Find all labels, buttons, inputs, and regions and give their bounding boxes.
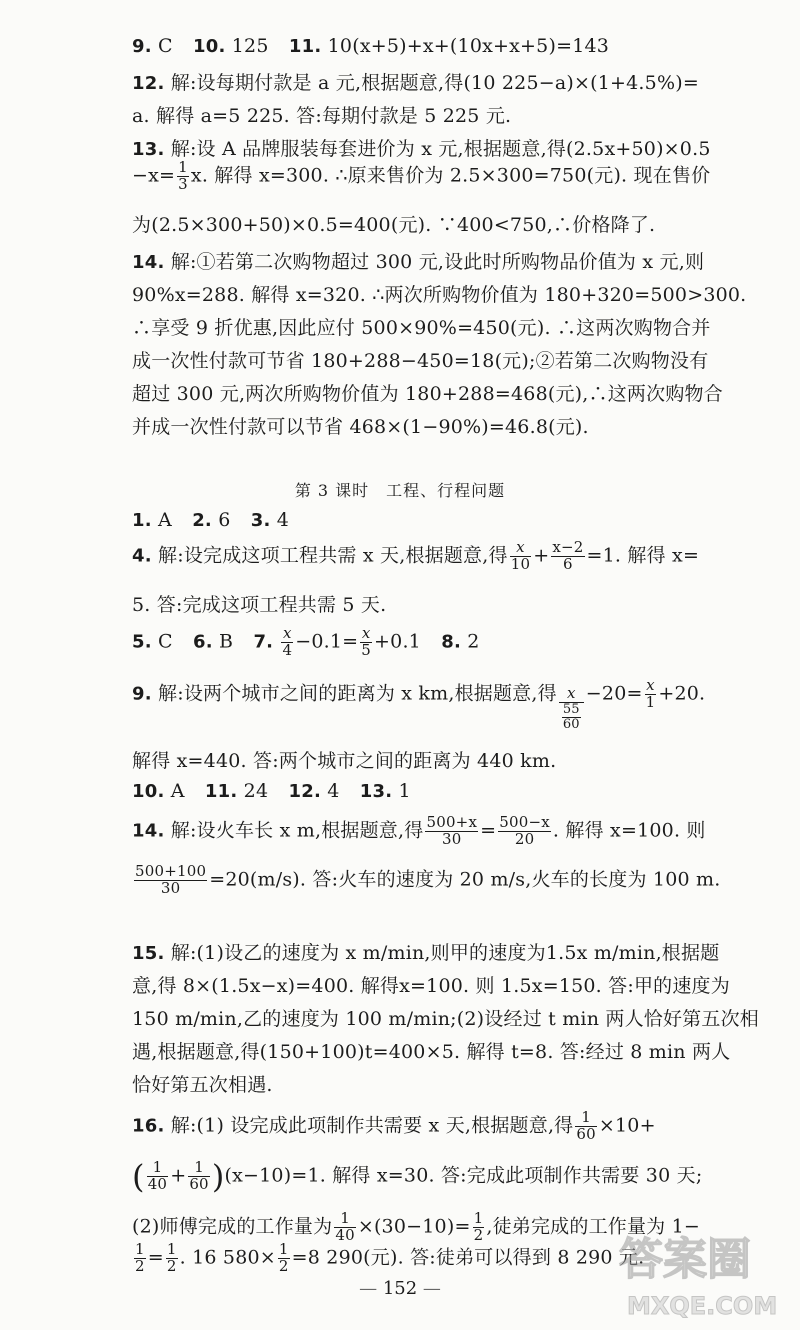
answer-text: (2)师傅完成的工作量为 — [132, 1215, 333, 1238]
numerator: 1 — [575, 1110, 597, 1127]
answer-text: 2 — [467, 630, 480, 653]
answer-line-7 — [132, 247, 704, 274]
q-num: 6. — [193, 631, 213, 653]
denominator: 3 — [178, 174, 188, 193]
lesson3-line-15 — [132, 1110, 656, 1143]
denominator: 10 — [510, 554, 531, 573]
answer-text: 10(x+5)+x+(10x+x+5)=143 — [327, 35, 610, 57]
numerator: 1 — [473, 1209, 484, 1227]
watermark-url: MXQE.COM — [627, 1292, 778, 1320]
denominator: 1 — [645, 692, 656, 711]
section-title: 第 3 课时 工程、行程问题 — [294, 481, 506, 500]
denominator: 5 — [361, 640, 372, 659]
fraction — [575, 1110, 597, 1143]
q-num: 2. — [192, 510, 212, 531]
answer-text: −x= — [132, 164, 176, 187]
answer-text: 1 — [398, 780, 411, 802]
numerator: 1 — [147, 1160, 169, 1177]
answer-text: 恰好第五次相遇. — [132, 1074, 273, 1096]
fraction — [473, 1211, 485, 1244]
answer-text: A — [158, 509, 172, 531]
lesson3-line-10 — [132, 938, 719, 965]
answer-text: =20(m/s). 答:火车的速度为 20 m/s,火车的长度为 100 m. — [209, 868, 721, 891]
answer-text: ∴享受 9 折优惠,因此应付 500×90%=450(元). ∴这两次购物合并 — [132, 317, 711, 339]
q-num: 4. — [132, 545, 152, 567]
fraction — [134, 864, 207, 897]
answer-text: ×10+ — [598, 1114, 656, 1137]
answer-text: 5. 答:完成这项工程共需 5 天. — [132, 594, 387, 616]
answer-text: 解:①若第二次购物超过 300 元,设此时所购物品价值为 x 元,则 — [170, 251, 705, 273]
left-paren: ( — [132, 1157, 145, 1196]
watermark-title: 答案圈 — [619, 1234, 751, 1285]
numerator: 1 — [166, 1240, 177, 1258]
fraction — [188, 1160, 210, 1193]
answer-text: A — [170, 780, 185, 802]
denominator: 6 — [563, 554, 573, 573]
q-num: 14. — [132, 820, 165, 842]
fraction — [645, 678, 657, 711]
answer-text: 意,得 8×(1.5x−x)=400. 解得x=100. 则 1.5x=150. 答:甲的速度为 — [132, 975, 730, 997]
lesson3-line-7 — [132, 780, 411, 802]
numerator: 500+100 — [135, 862, 207, 880]
denominator: 30 — [160, 878, 181, 897]
answer-text: 4 — [327, 780, 340, 802]
fraction — [498, 815, 551, 848]
answer-text: 150 m/min,乙的速度为 100 m/min;(2)设经过 t min 两人恰好第五次相 — [132, 1008, 759, 1030]
answer-line-4 — [132, 134, 711, 161]
answer-text: 解:设两个城市之间的距离为 x km,根据题意,得 — [158, 682, 557, 705]
denominator: 2 — [473, 1225, 484, 1244]
fraction — [134, 1242, 146, 1275]
fraction — [334, 1211, 356, 1244]
denominator: 2 — [166, 1256, 177, 1275]
denominator: 40 — [335, 1225, 355, 1244]
lesson3-line-9 — [132, 864, 720, 897]
denominator: 4 — [282, 640, 293, 659]
answer-line-2 — [132, 68, 699, 95]
answer-text: = — [147, 1246, 164, 1269]
q-num: 8. — [441, 631, 461, 653]
answer-line-1 — [132, 35, 609, 57]
fraction — [425, 815, 478, 848]
lesson3-line-1 — [132, 509, 289, 531]
q-num: 9. — [132, 683, 152, 705]
answer-text: 90%x=288. 解得 x=320. ∴两次所购物价值为 180+320=500>300. — [132, 284, 747, 306]
right-paren: ) — [211, 1157, 225, 1196]
answer-text: . 解得 x=100. 则 — [552, 819, 706, 842]
q-num: 10. — [193, 36, 226, 57]
numerator: 1 — [188, 1160, 210, 1177]
q-num: 13. — [359, 781, 393, 802]
denominator: 60 — [189, 1174, 209, 1193]
lesson3-line-13 — [132, 1037, 730, 1064]
q-num: 11. — [204, 781, 238, 802]
answer-text: 解:(1) 设完成此项制作共需要 x 天,根据题意,得 — [170, 1114, 574, 1137]
answer-text: . 16 580× — [179, 1246, 276, 1269]
answer-text: 超过 300 元,两次所购物价值为 180+288=468(元),∴这两次购物合 — [132, 383, 723, 405]
fraction — [281, 626, 293, 659]
lesson3-line-14 — [132, 1070, 273, 1097]
lesson3-line-2 — [132, 540, 699, 573]
answer-text: =1. 解得 x= — [586, 544, 700, 567]
answer-text: 为(2.5×300+50)×0.5=400(元). ∵400<750,∴价格降了. — [132, 214, 656, 236]
lesson3-line-3 — [132, 590, 386, 617]
answer-text: 解:设完成这项工程共需 x 天,根据题意,得 — [158, 544, 508, 567]
q-num: 14. — [132, 252, 165, 273]
numerator: x — [283, 624, 292, 642]
answer-line-12 — [132, 412, 589, 439]
numerator: x — [361, 624, 371, 642]
answer-text: + — [533, 544, 550, 567]
denominator: 60 — [576, 1124, 596, 1143]
q-num: 7. — [253, 631, 274, 653]
numerator: x — [510, 540, 532, 557]
page-number-text: 152 — [382, 1278, 418, 1299]
watermark-logo — [615, 1222, 790, 1322]
numerator: 1 — [178, 158, 188, 176]
denominator: 60 — [562, 716, 580, 732]
fraction — [278, 1242, 290, 1275]
lesson3-line-4 — [132, 626, 480, 659]
q-num: 5. — [132, 631, 152, 653]
dash-right: — — [422, 1278, 441, 1299]
answer-line-9 — [132, 313, 711, 340]
answer-line-10 — [132, 346, 708, 373]
answer-line-6 — [132, 210, 655, 237]
answer-text: C — [158, 630, 173, 653]
lesson3-line-16 — [132, 1157, 703, 1196]
answer-text: −0.1= — [295, 630, 359, 653]
numerator: 55 — [562, 702, 580, 718]
answer-text: 遇,根据题意,得(150+100)t=400×5. 解得 t=8. 答:经过 8 min 两人 — [132, 1041, 731, 1063]
numerator: x−2 — [552, 538, 584, 556]
q-num: 15. — [132, 943, 165, 964]
q-num: 9. — [132, 36, 152, 57]
numerator: 1 — [278, 1240, 289, 1258]
answer-text: = — [480, 819, 497, 842]
lesson3-line-5 — [132, 678, 705, 731]
numerator: 500−x — [499, 813, 550, 831]
answer-text: (x−10)=1. 解得 x=30. 答:完成此项制作共需要 30 天; — [224, 1164, 703, 1187]
lesson3-line-12 — [132, 1004, 759, 1031]
answer-text: x. 解得 x=300. ∴原来售价为 2.5×300=750(元). 现在售价 — [190, 164, 711, 187]
denominator: 20 — [514, 829, 535, 848]
fraction — [551, 540, 584, 573]
q-num: 12. — [288, 781, 321, 802]
numerator: x — [646, 676, 655, 694]
numerator: 1 — [135, 1240, 145, 1258]
denominator: 30 — [442, 829, 462, 848]
answer-text: 解:(1)设乙的速度为 x m/min,则甲的速度为1.5x m/min,根据题 — [170, 942, 720, 964]
q-num: 1. — [132, 510, 152, 531]
numerator: 1 — [334, 1211, 356, 1228]
complex-fraction — [559, 686, 584, 731]
q-num: 12. — [132, 73, 165, 94]
inner-fraction — [562, 703, 581, 731]
answer-text: ,徒弟完成的工作量为 1− — [486, 1215, 701, 1238]
answer-text: 6 — [218, 509, 231, 531]
answer-text: + — [170, 1164, 187, 1187]
answer-text: B — [219, 630, 234, 653]
q-num: 13. — [132, 139, 165, 160]
answer-text: 解:设每期付款是 a 元,根据题意,得(10 225−a)×(1+4.5%)= — [170, 72, 699, 94]
answer-text: 并成一次性付款可以节省 468×(1−90%)=46.8(元). — [132, 416, 589, 438]
answer-line-8 — [132, 280, 746, 307]
dash-left: — — [359, 1278, 378, 1299]
answer-text: 125 — [231, 35, 269, 57]
answer-text: −20= — [585, 682, 643, 705]
answer-text: C — [158, 35, 173, 57]
numerator: 500+x — [426, 813, 478, 831]
fraction — [177, 160, 189, 193]
answer-text: 成一次性付款可节省 180+288−450=18(元);②若第二次购物没有 — [132, 350, 709, 372]
answer-text: 解:设火车长 x m,根据题意,得 — [170, 819, 424, 842]
answer-line-3 — [132, 101, 511, 128]
answer-text: 4 — [276, 509, 290, 531]
fraction — [147, 1160, 169, 1193]
denominator: 40 — [147, 1174, 168, 1193]
answer-text: 24 — [243, 780, 269, 802]
denominator: 2 — [278, 1256, 289, 1275]
lesson3-line-11 — [132, 971, 730, 998]
fraction — [166, 1242, 178, 1275]
q-num: 10. — [132, 781, 165, 802]
answer-text: 解:设 A 品牌服装每套进价为 x 元,根据题意,得(2.5x+50)×0.5 — [170, 138, 711, 160]
q-num: 11. — [288, 36, 322, 57]
numerator: x — [559, 686, 584, 703]
answer-text: +0.1 — [374, 630, 421, 653]
denominator: 2 — [135, 1256, 145, 1275]
denominator — [559, 703, 584, 731]
answer-text: =8 290(元). 答:徒弟可以得到 8 290 元. — [291, 1246, 645, 1269]
q-num: 3. — [250, 510, 271, 531]
lesson3-line-8 — [132, 815, 706, 848]
lesson3-line-6 — [132, 746, 556, 773]
answer-text: 解得 x=440. 答:两个城市之间的距离为 440 km. — [132, 750, 557, 772]
fraction — [360, 626, 372, 659]
answer-line-11 — [132, 379, 723, 406]
answer-text: +20. — [658, 682, 706, 705]
q-num: 16. — [132, 1115, 165, 1137]
fraction — [510, 540, 532, 573]
answer-line-5 — [132, 160, 710, 193]
answer-text: a. 解得 a=5 225. 答:每期付款是 5 225 元. — [132, 105, 512, 127]
lesson3-line-18 — [132, 1242, 644, 1275]
answer-text: ×(30−10)= — [357, 1215, 471, 1238]
